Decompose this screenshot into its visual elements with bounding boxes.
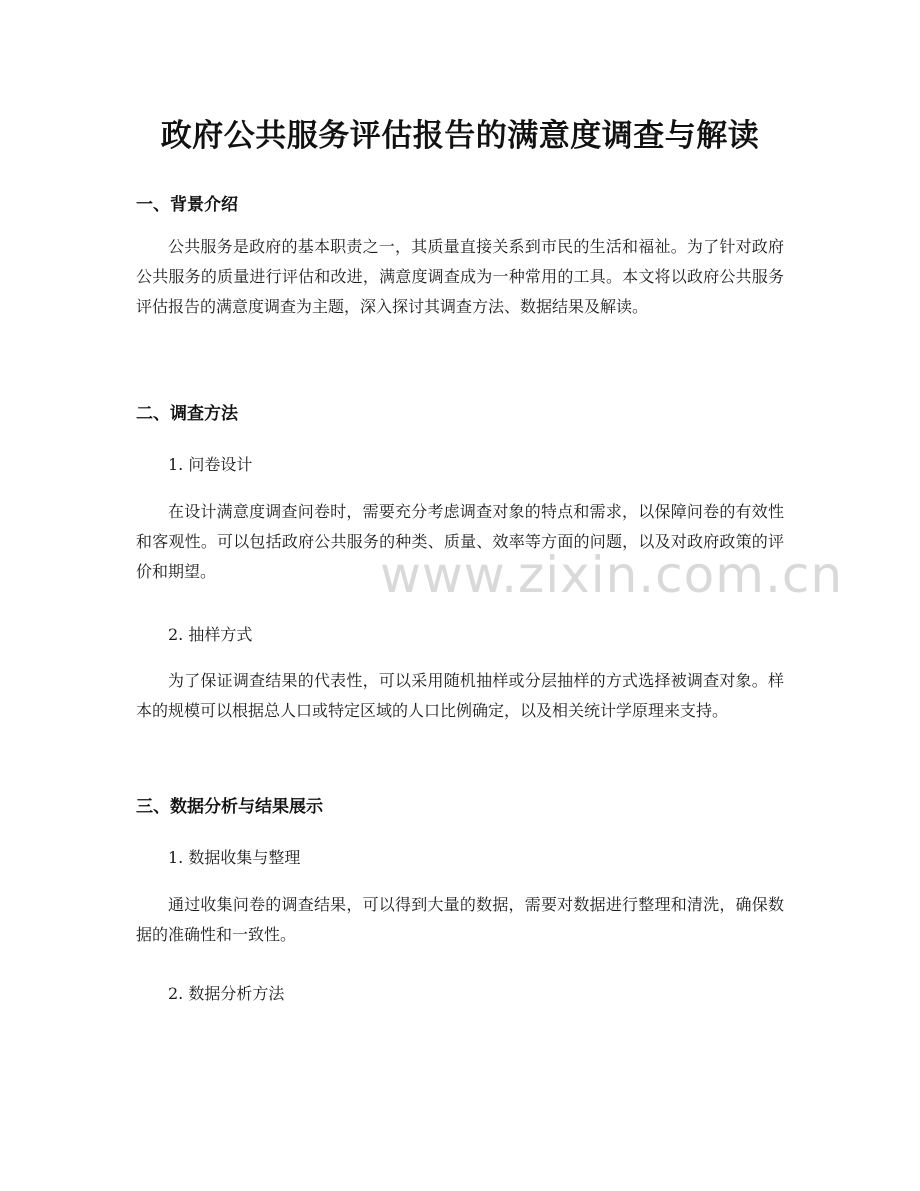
subheading-data-analysis-method: 2. 数据分析方法: [168, 984, 285, 1003]
paragraph-background: 公共服务是政府的基本职责之一，其质量直接关系到市民的生活和福祉。为了针对政府公共服务的质量进行评估和改进，满意度调查成为一种常用的工具。本文将以政府公共服务评估报告的满意度调查为主题，深入探讨其调查方法、数据结果及解读。: [136, 237, 784, 316]
paragraph-data-collection: 通过收集问卷的调查结果，可以得到大量的数据，需要对数据进行整理和清洗，确保数据的准确性和一致性。: [136, 895, 784, 944]
page-title: 政府公共服务评估报告的满意度调查与解读: [160, 118, 760, 154]
paragraph-sampling-method: 为了保证调查结果的代表性，可以采用随机抽样或分层抽样的方式选择被调查对象。样本的规模可以根据总人口或特定区域的人口比例确定，以及相关统计学原理来支持。: [136, 671, 784, 720]
subheading-data-collection: 1. 数据收集与整理: [168, 848, 301, 867]
section-heading-method: 二、调查方法: [136, 404, 238, 424]
section-heading-data-analysis: 三、数据分析与结果展示: [136, 797, 323, 817]
section-heading-background: 一、背景介绍: [136, 195, 238, 215]
watermark-text: www.zixin.com.cn: [380, 546, 844, 604]
paragraph-questionnaire-design: 在设计满意度调查问卷时，需要充分考虑调查对象的特点和需求，以保障问卷的有效性和客观性。可以包括政府公共服务的种类、质量、效率等方面的问题，以及对政府政策的评价和期望。: [136, 502, 784, 581]
subheading-sampling-method: 2. 抽样方式: [168, 625, 253, 644]
subheading-questionnaire-design: 1. 问卷设计: [168, 455, 253, 474]
